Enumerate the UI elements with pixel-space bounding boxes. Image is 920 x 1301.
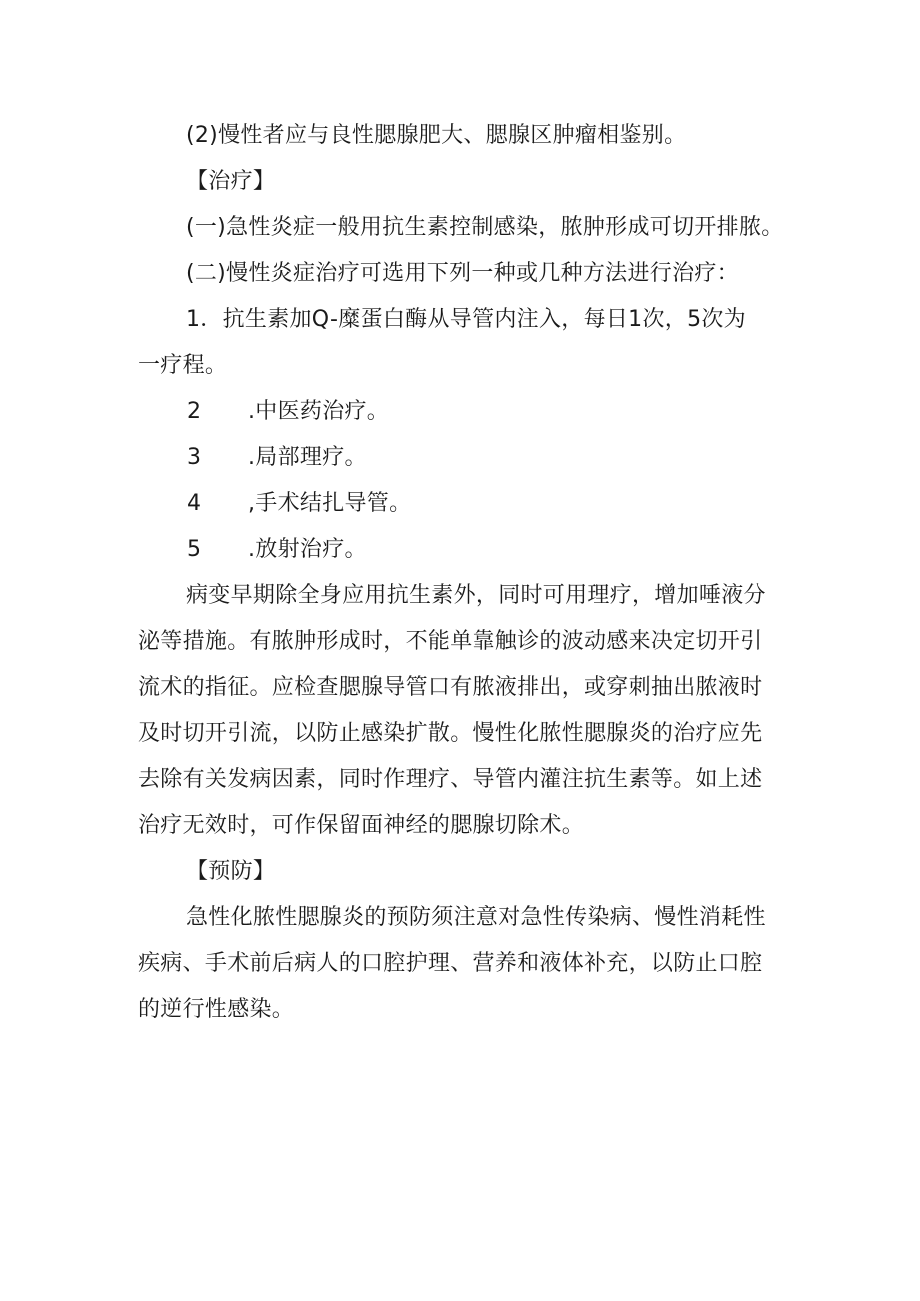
list-text: .局部理疗。	[248, 445, 367, 470]
treatment-item-4	[138, 481, 788, 527]
treatment-item-2	[138, 389, 788, 435]
treatment-item-5	[138, 527, 788, 573]
paragraph-line: 去除有关发病因素，同时作理疗、导管内灌注抗生素等。如上述	[138, 767, 763, 792]
list-number: 3	[187, 445, 202, 470]
document-body	[138, 113, 788, 1033]
list-text: ,手术结扎导管。	[248, 491, 412, 516]
paragraph-line: 流术的指征。应检查腮腺导管口有脓液排出，或穿刺抽出脓液时	[138, 675, 763, 700]
prevention-heading: 【预防】	[186, 859, 276, 884]
treatment-chronic-intro: (二)慢性炎症治疗可选用下列一种或几种方法进行治疗：	[186, 261, 739, 286]
treatment-paragraph	[138, 573, 788, 849]
list-number: 4	[187, 491, 202, 516]
treatment-item-3	[138, 435, 788, 481]
treatment-acute-paragraph: (一)急性炎症一般用抗生素控制感染，脓肿形成可切开排脓。	[186, 215, 784, 240]
prevention-paragraph	[138, 895, 788, 1033]
list-text: .放射治疗。	[248, 537, 367, 562]
treatment-item-1-line-2: 一疗程。	[138, 353, 228, 378]
list-number: 2	[187, 399, 202, 424]
paragraph-line: 治疗无效时，可作保留面神经的腮腺切除术。	[138, 813, 585, 838]
treatment-heading: 【治疗】	[186, 169, 276, 194]
list-number: 5	[187, 537, 202, 562]
paragraph-line: 急性化脓性腮腺炎的预防须注意对急性传染病、慢性消耗性	[186, 905, 766, 930]
paragraph-line: 及时切开引流，以防止感染扩散。慢性化脓性腮腺炎的治疗应先	[138, 721, 763, 746]
paragraph-line: 病变早期除全身应用抗生素外，同时可用理疗，增加唾液分	[186, 583, 766, 608]
paragraph-line: 泌等措施。有脓肿形成时，不能单靠触诊的波动感来决定切开引	[138, 629, 763, 654]
treatment-item-1-line-1: 1．抗生素加Q-糜蛋白酶从导管内注入，每日1次，5次为	[186, 307, 746, 332]
paragraph-line: 疾病、手术前后病人的口腔护理、营养和液体补充，以防止口腔	[138, 951, 763, 976]
diagnosis-item-2: (2)慢性者应与良性腮腺肥大、腮腺区肿瘤相鉴别。	[186, 123, 687, 148]
paragraph-line: 的逆行性感染。	[138, 997, 295, 1022]
list-text: .中医药治疗。	[248, 399, 390, 424]
